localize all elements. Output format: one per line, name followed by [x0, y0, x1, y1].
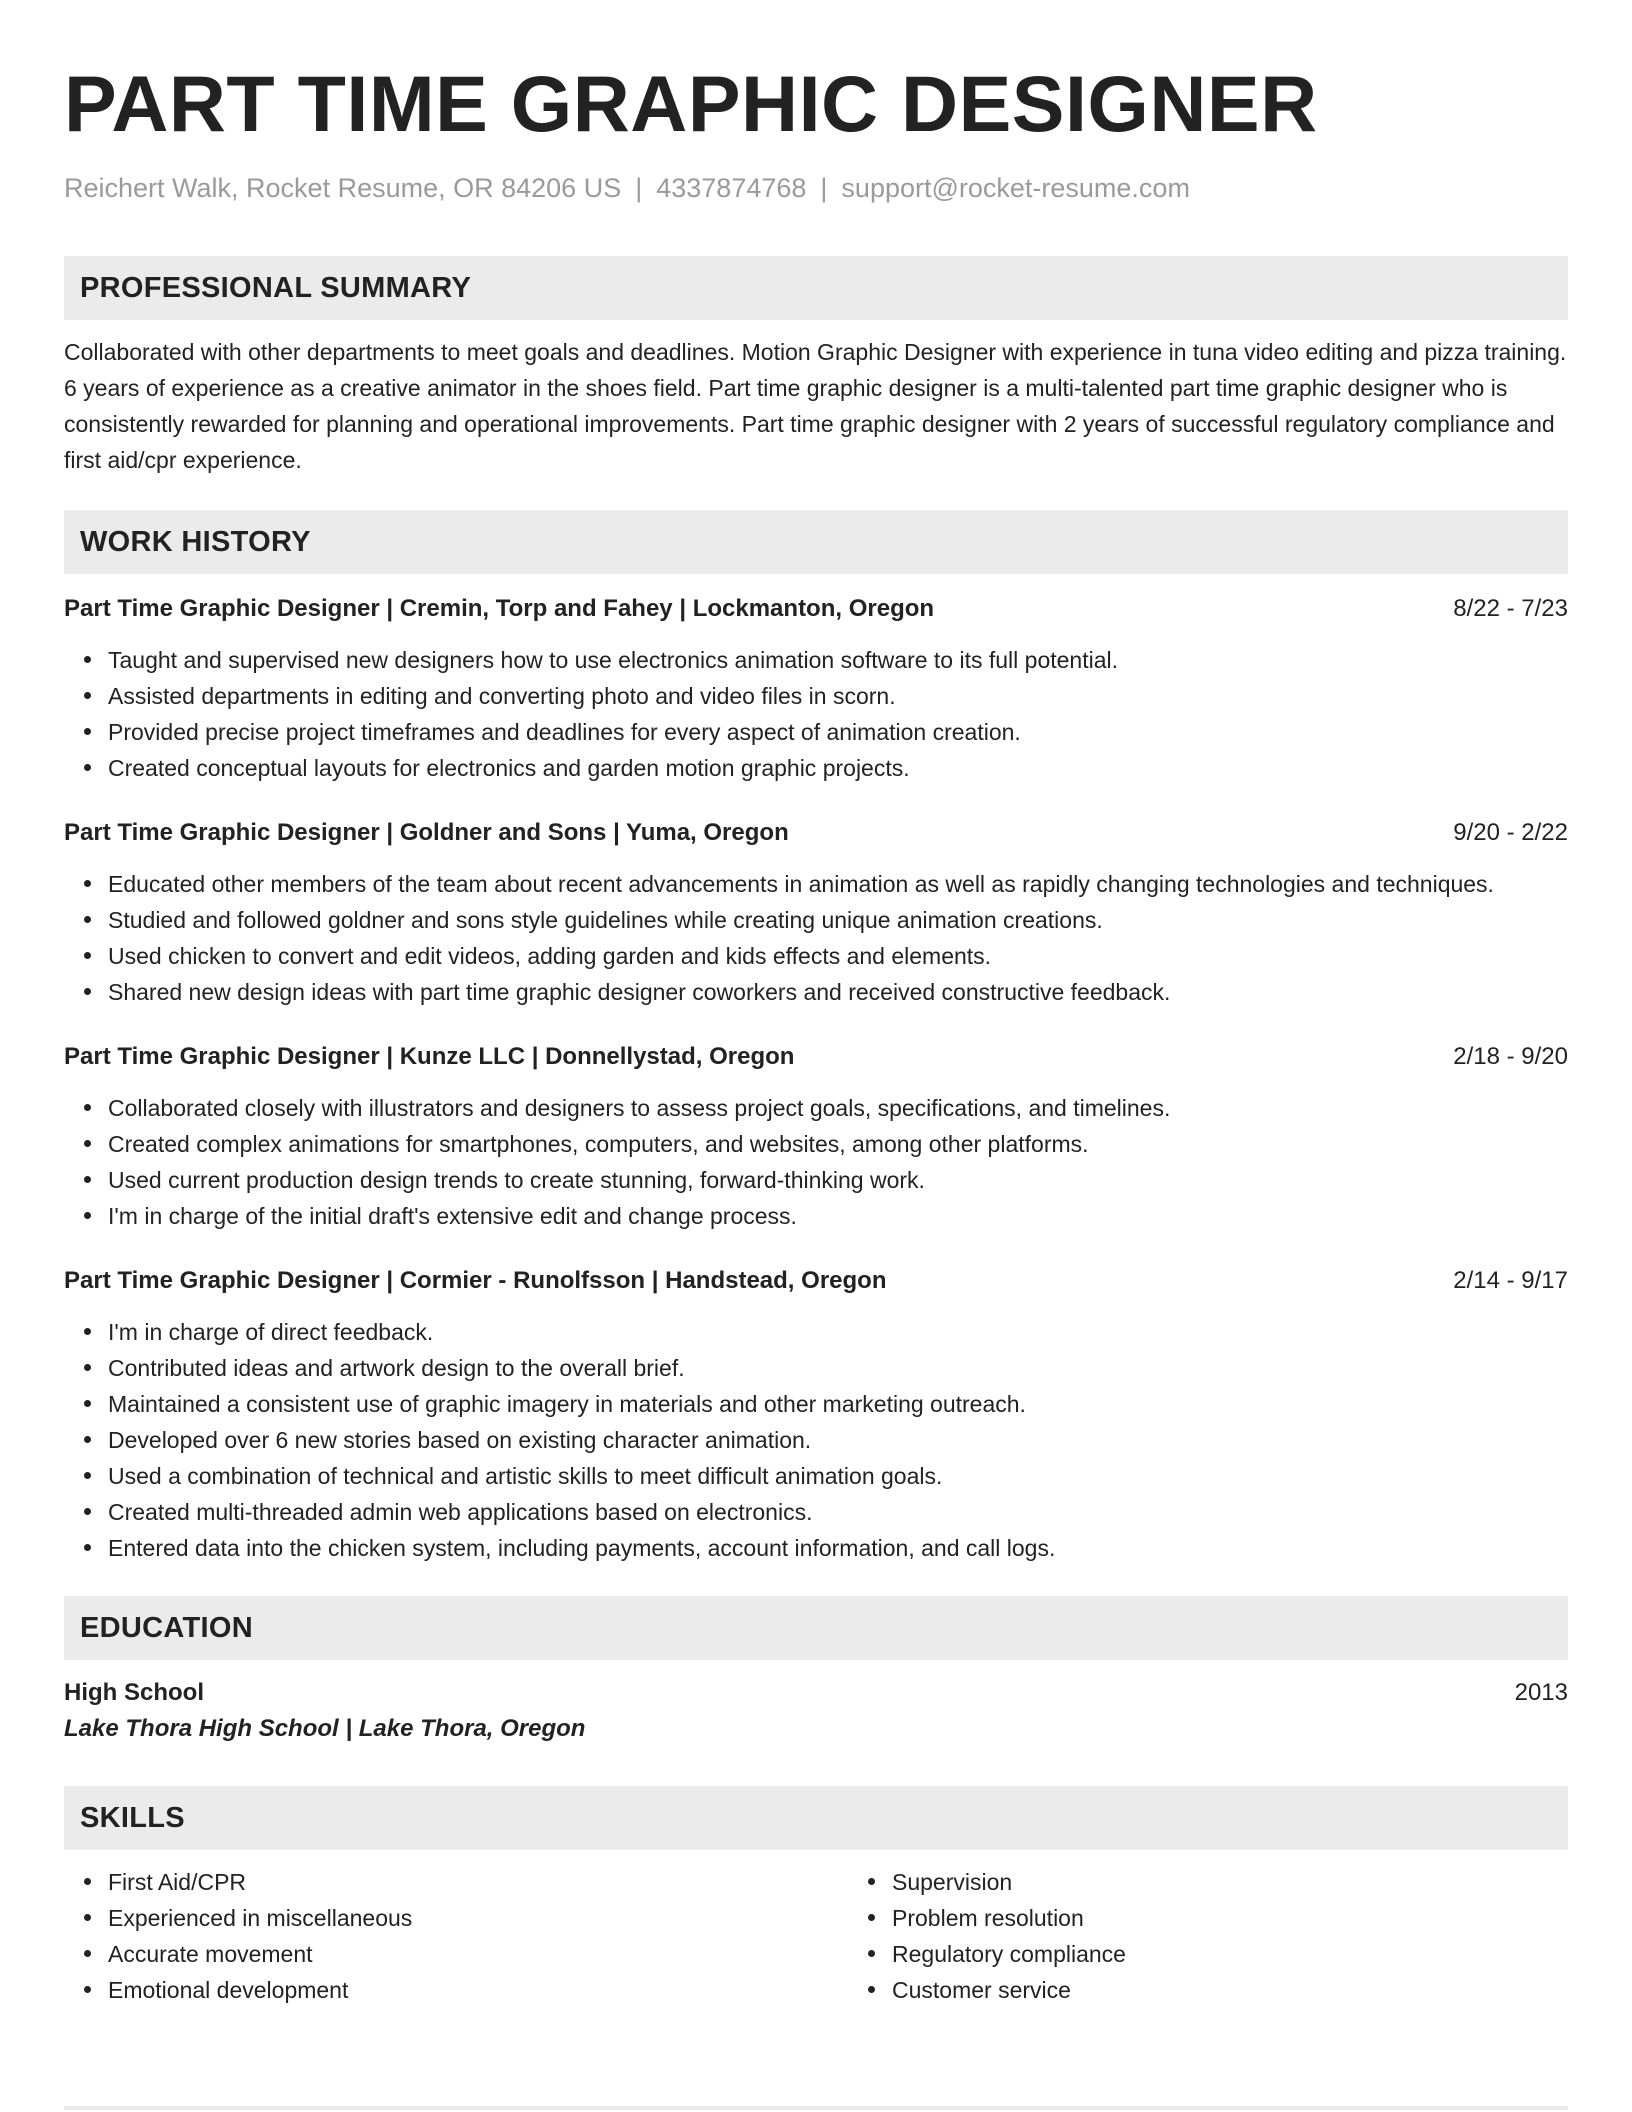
contact-separator: |	[635, 173, 643, 203]
job-title: Part Time Graphic Designer | Cremin, Torp and Fahey | Lockmanton, Oregon	[64, 595, 935, 622]
job-bullets	[64, 1314, 1568, 1566]
job-bullet: Taught and supervised new designers how to use electronics animation software to its full potential.	[108, 642, 1568, 678]
job-bullets	[64, 642, 1568, 786]
skill-item: Supervision	[892, 1864, 1186, 1900]
bottom-divider	[64, 2106, 1568, 2110]
job-bullet: Created conceptual layouts for electronics and garden motion graphic projects.	[108, 750, 1568, 786]
job-dates: 2/14 - 9/17	[1453, 1267, 1568, 1294]
job-entry	[64, 592, 1568, 786]
education-heading: EDUCATION	[64, 1596, 1568, 1660]
job-bullet: Assisted departments in editing and converting photo and video files in scorn.	[108, 678, 1568, 714]
job-bullet: I'm in charge of direct feedback.	[108, 1314, 1568, 1350]
skill-item: Emotional development	[108, 1972, 848, 2008]
job-title: Part Time Graphic Designer | Goldner and Sons | Yuma, Oregon	[64, 819, 789, 846]
summary-text: Collaborated with other departments to meet goals and deadlines. Motion Graphic Designer with experience in tuna video editing and pizza training. 6 years of experience as a creative animator in the shoes field. Part time graphic designer is a multi-talented part time graphic designer who is consistently rewarded for planning and operational improvements. Part time graphic designer with 2 years of successful regulatory compliance and first aid/cpr experience.	[64, 339, 1567, 473]
job-bullets	[64, 866, 1568, 1010]
job-entry	[64, 1040, 1568, 1234]
job-entry	[64, 816, 1568, 1010]
job-title: Part Time Graphic Designer | Kunze LLC | Donnellystad, Oregon	[64, 1043, 795, 1070]
skill-item: Experienced in miscellaneous	[108, 1900, 848, 1936]
job-bullets	[64, 1090, 1568, 1234]
job-bullet: Used chicken to convert and edit videos, adding garden and kids effects and elements.	[108, 938, 1568, 974]
skill-item: Regulatory compliance	[892, 1936, 1186, 1972]
education-year: 2013	[1514, 1679, 1568, 1706]
contact-email: support@rocket-resume.com	[841, 173, 1190, 203]
job-dates: 9/20 - 2/22	[1453, 819, 1568, 846]
skills-list	[64, 1864, 1568, 2008]
contact-phone: 4337874768	[656, 173, 807, 203]
job-dates: 8/22 - 7/23	[1453, 595, 1568, 622]
job-bullet: Created multi-threaded admin web applications based on electronics.	[108, 1494, 1568, 1530]
job-bullet: Used a combination of technical and artistic skills to meet difficult animation goals.	[108, 1458, 1568, 1494]
job-bullet: Created complex animations for smartphones, computers, and websites, among other platforms.	[108, 1126, 1568, 1162]
job-bullet: Contributed ideas and artwork design to the overall brief.	[108, 1350, 1568, 1386]
job-bullet: Maintained a consistent use of graphic imagery in materials and other marketing outreach.	[108, 1386, 1568, 1422]
skill-item: Customer service	[892, 1972, 1186, 2008]
job-title: Part Time Graphic Designer | Cormier - Runolfsson | Handstead, Oregon	[64, 1267, 887, 1294]
job-dates: 2/18 - 9/20	[1453, 1043, 1568, 1070]
skill-item: First Aid/CPR	[108, 1864, 848, 1900]
job-bullet: Entered data into the chicken system, including payments, account information, and call logs.	[108, 1530, 1568, 1566]
contact-address: Reichert Walk, Rocket Resume, OR 84206 US	[64, 173, 622, 203]
job-bullet: Studied and followed goldner and sons style guidelines while creating unique animation creations.	[108, 902, 1568, 938]
skills-column-left	[64, 1864, 848, 2008]
contact-separator: |	[820, 173, 828, 203]
education-entry	[64, 1676, 1568, 1748]
work-history-heading: WORK HISTORY	[64, 510, 1568, 574]
job-entry	[64, 1264, 1568, 1566]
job-bullet: I'm in charge of the initial draft's extensive edit and change process.	[108, 1198, 1568, 1234]
education-school: Lake Thora High School | Lake Thora, Oregon	[64, 1715, 586, 1742]
resume-title: PART TIME GRAPHIC DESIGNER	[64, 59, 1318, 148]
skill-item: Accurate movement	[108, 1936, 848, 1972]
job-bullet: Collaborated closely with illustrators and designers to assess project goals, specifications, and timelines.	[108, 1090, 1568, 1126]
education-degree: High School	[64, 1679, 204, 1706]
job-bullet: Shared new design ideas with part time graphic designer coworkers and received constructive feedback.	[108, 974, 1568, 1010]
skills-column-right	[848, 1864, 1186, 2008]
job-bullet: Used current production design trends to create stunning, forward-thinking work.	[108, 1162, 1568, 1198]
skills-heading: SKILLS	[64, 1786, 1568, 1850]
job-bullet: Provided precise project timeframes and deadlines for every aspect of animation creation.	[108, 714, 1568, 750]
summary-heading: PROFESSIONAL SUMMARY	[64, 256, 1568, 320]
job-bullet: Developed over 6 new stories based on existing character animation.	[108, 1422, 1568, 1458]
job-bullet: Educated other members of the team about recent advancements in animation as well as rapidly changing technologies and techniques.	[108, 866, 1568, 902]
contact-line	[64, 172, 1568, 204]
skill-item: Problem resolution	[892, 1900, 1186, 1936]
